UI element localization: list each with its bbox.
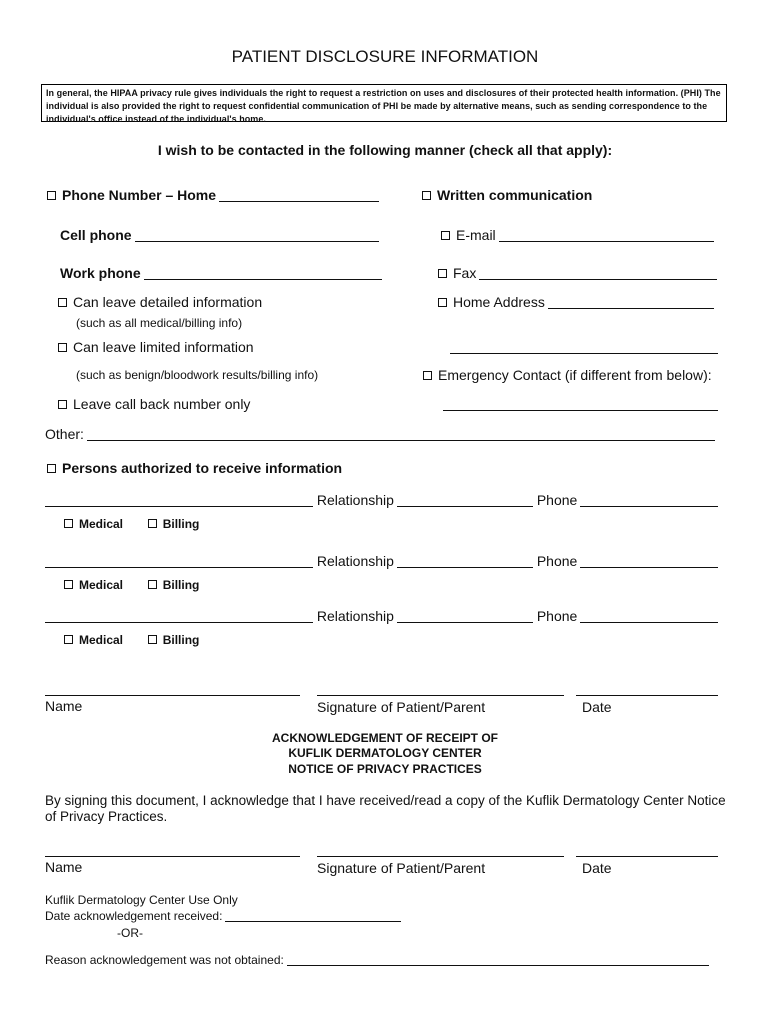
reason-row <box>45 953 709 967</box>
fax-checkbox[interactable] <box>438 269 447 278</box>
authorized-checkbox[interactable] <box>47 464 56 473</box>
phone-label: Phone <box>536 608 578 624</box>
detailed-row <box>58 294 262 310</box>
detailed-checkbox[interactable] <box>58 298 67 307</box>
date-field[interactable] <box>576 695 718 696</box>
person-name-field[interactable] <box>45 610 313 623</box>
other-label: Other: <box>45 426 84 442</box>
relationship-field[interactable] <box>397 494 533 507</box>
hipaa-notice: In general, the HIPAA privacy rule gives individuals the right to request a restriction on uses and disclosures of their protected health information. (PHI) The individual is also provided the right to request confidential communication of PHI be made by alternative means, such as sending correspondence to the individual's office instead of the individual's home. <box>41 84 727 122</box>
name-field[interactable] <box>45 695 300 696</box>
ack-heading-line-1: ACKNOWLEDGEMENT OF RECEIPT OF <box>272 731 498 745</box>
phone-home-row <box>47 187 379 203</box>
date-label: Date <box>582 860 612 876</box>
phone-label: Phone <box>536 553 578 569</box>
person-2-options <box>64 578 199 592</box>
relationship-label: Relationship <box>316 608 394 624</box>
callback-checkbox[interactable] <box>58 400 67 409</box>
person-3-options <box>64 633 199 647</box>
relationship-label: Relationship <box>316 492 394 508</box>
email-field[interactable] <box>499 229 714 242</box>
medical-checkbox[interactable] <box>64 635 73 644</box>
callback-row <box>58 396 250 412</box>
reason-field[interactable] <box>287 953 709 966</box>
date-received-label: Date acknowledgement received: <box>45 909 223 923</box>
signature-field[interactable] <box>317 695 564 696</box>
email-label: E-mail <box>456 227 496 243</box>
person-name-field[interactable] <box>45 555 313 568</box>
person-1-options <box>64 517 199 531</box>
date-field[interactable] <box>576 856 718 857</box>
cell-phone-field[interactable] <box>135 229 379 242</box>
billing-label: Billing <box>162 578 200 592</box>
emergency-label: Emergency Contact (if different from below): <box>438 367 712 383</box>
billing-checkbox[interactable] <box>148 635 157 644</box>
emergency-row <box>423 367 712 383</box>
home-address-field[interactable] <box>548 296 714 309</box>
limited-label: Can leave limited information <box>73 339 254 355</box>
home-address-line-2[interactable] <box>450 353 718 354</box>
email-row <box>441 227 714 243</box>
written-checkbox[interactable] <box>422 191 431 200</box>
authorized-heading: Persons authorized to receive information <box>62 460 343 476</box>
limited-checkbox[interactable] <box>58 343 67 352</box>
fax-label: Fax <box>453 265 477 281</box>
billing-label: Billing <box>162 633 200 647</box>
fax-field[interactable] <box>479 267 717 280</box>
date-received-row <box>45 909 401 923</box>
relationship-field[interactable] <box>397 555 533 568</box>
date-label: Date <box>582 699 612 715</box>
reason-label: Reason acknowledgement was not obtained: <box>45 953 284 967</box>
ack-heading-line-3: NOTICE OF PRIVACY PRACTICES <box>288 762 482 776</box>
ack-heading-line-2: KUFLIK DERMATOLOGY CENTER <box>288 746 482 760</box>
signature-label: Signature of Patient/Parent <box>317 860 486 876</box>
detailed-label: Can leave detailed information <box>73 294 263 310</box>
cell-phone-row <box>60 227 379 243</box>
other-row <box>45 426 715 442</box>
written-label: Written communication <box>437 187 593 203</box>
work-phone-row <box>60 265 382 281</box>
phone-home-checkbox[interactable] <box>47 191 56 200</box>
billing-checkbox[interactable] <box>148 519 157 528</box>
fax-row <box>438 265 717 281</box>
emergency-field[interactable] <box>443 410 718 411</box>
phone-field[interactable] <box>580 555 718 568</box>
billing-checkbox[interactable] <box>148 580 157 589</box>
name-label: Name <box>45 698 83 714</box>
contact-heading: I wish to be contacted in the following manner (check all that apply): <box>157 142 613 158</box>
medical-checkbox[interactable] <box>64 519 73 528</box>
email-checkbox[interactable] <box>441 231 450 240</box>
relationship-label: Relationship <box>316 553 394 569</box>
detailed-note: (such as all medical/billing info) <box>76 316 243 330</box>
work-phone-field[interactable] <box>144 267 382 280</box>
date-received-field[interactable] <box>225 909 401 922</box>
home-address-row <box>438 294 714 310</box>
authorized-row <box>47 460 342 476</box>
callback-label: Leave call back number only <box>73 396 251 412</box>
limited-row <box>58 339 254 355</box>
person-row-3 <box>45 608 718 624</box>
work-phone-label: Work phone <box>60 265 141 281</box>
signature-label: Signature of Patient/Parent <box>317 699 486 715</box>
emergency-checkbox[interactable] <box>423 371 432 380</box>
other-field[interactable] <box>87 428 715 441</box>
name-field[interactable] <box>45 856 300 857</box>
phone-field[interactable] <box>580 610 718 623</box>
medical-label: Medical <box>79 517 124 531</box>
phone-home-label: Phone Number – Home <box>62 187 217 203</box>
name-label: Name <box>45 859 83 875</box>
phone-home-field[interactable] <box>219 189 379 202</box>
person-row-2 <box>45 553 718 569</box>
page-title: PATIENT DISCLOSURE INFORMATION <box>231 47 539 66</box>
relationship-field[interactable] <box>397 610 533 623</box>
ack-paragraph: By signing this document, I acknowledge that I have received/read a copy of the Kuflik Dermatology Center Notice of Privacy Practices. <box>45 793 726 824</box>
cell-phone-label: Cell phone <box>60 227 132 243</box>
phone-label: Phone <box>536 492 578 508</box>
signature-field[interactable] <box>317 856 564 857</box>
medical-label: Medical <box>79 578 124 592</box>
phone-field[interactable] <box>580 494 718 507</box>
person-name-field[interactable] <box>45 494 313 507</box>
medical-checkbox[interactable] <box>64 580 73 589</box>
medical-label: Medical <box>79 633 124 647</box>
or-label: -OR- <box>117 926 143 940</box>
home-address-checkbox[interactable] <box>438 298 447 307</box>
home-address-label: Home Address <box>453 294 545 310</box>
person-row-1 <box>45 492 718 508</box>
written-row <box>422 187 592 203</box>
office-use-label: Kuflik Dermatology Center Use Only <box>45 893 238 907</box>
billing-label: Billing <box>162 517 200 531</box>
limited-note: (such as benign/bloodwork results/billing info) <box>76 368 319 382</box>
